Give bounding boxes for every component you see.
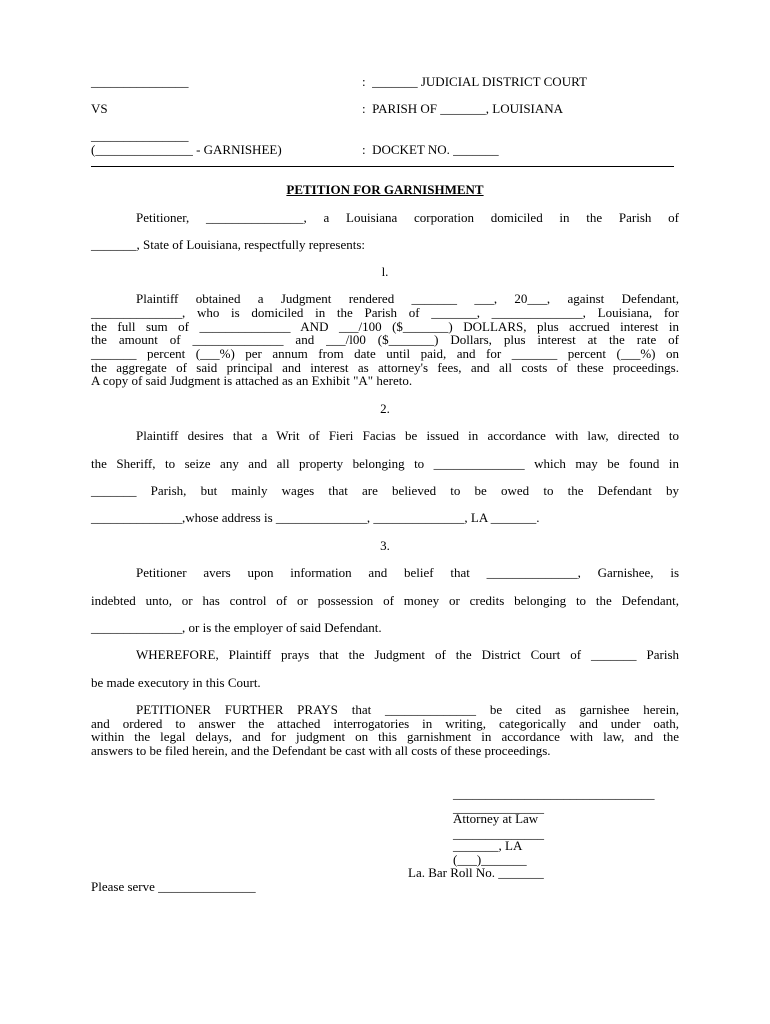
section-1-line: _______ percent (___%) per annum from date until paid, and for _______ percent (___%) on xyxy=(91,346,679,361)
section-1-line: Plaintiff obtained a Judgment rendered _______ ___, 20___, against Defendant, xyxy=(136,291,679,306)
city-line: _______, LA xyxy=(453,838,523,853)
caption-court: : _______ JUDICIAL DISTRICT COURT xyxy=(362,74,587,89)
caption-garnishee: (_______________ - GARNISHEE) xyxy=(91,142,282,157)
section-3-line: Petitioner avers upon information and belief that ______________, Garnishee, is xyxy=(136,565,679,580)
wherefore-line-2: be made executory in this Court. xyxy=(91,675,261,690)
caption-vs: VS xyxy=(91,101,108,116)
signature-line: _______________________________ xyxy=(453,786,655,801)
section-2-line: Plaintiff desires that a Writ of Fieri Facias be issued in accordance with law, directed to xyxy=(136,428,679,443)
caption-defendant-blank: _______________ xyxy=(91,128,189,143)
section-1-line: the amount of ______________ and ___/l00 ($_______) Dollars, plus interest at the rate of xyxy=(91,332,679,347)
document-title: PETITION FOR GARNISHMENT xyxy=(286,182,484,197)
further-line: within the legal delays, and for judgment on this garnishment in accordance with law, and the xyxy=(91,729,679,744)
caption-divider xyxy=(91,166,674,167)
signature-name-line: ______________ xyxy=(453,800,544,815)
section-1-number: l. xyxy=(381,264,389,279)
section-2-last-line: ______________,whose address is ______________, ______________, LA _______. xyxy=(91,510,540,525)
address-line: ______________ xyxy=(453,826,544,841)
caption-plaintiff-blank: _______________ xyxy=(91,74,189,89)
section-1-line: ______________, who is domiciled in the Parish of _______, ______________, Louisiana, for xyxy=(91,305,679,320)
please-serve-line: Please serve _______________ xyxy=(91,879,256,894)
section-1-line: the full sum of ______________ AND ___/100 ($_______) DOLLARS, plus accrued interest in xyxy=(91,319,679,334)
wherefore-line-1: WHEREFORE, Plaintiff prays that the Judgment of the District Court of _______ Parish xyxy=(136,647,679,662)
section-3-last-line: ______________, or is the employer of said Defendant. xyxy=(91,620,382,635)
section-2-line: the Sheriff, to seize any and all property belonging to ______________ which may be found in xyxy=(91,456,679,471)
section-1-last-line: A copy of said Judgment is attached as an Exhibit "A" hereto. xyxy=(91,373,413,388)
section-3-number: 3. xyxy=(380,538,390,553)
intro-line-2: _______, State of Louisiana, respectfully represents: xyxy=(91,237,366,252)
section-2-line: _______ Parish, but mainly wages that are believed to be owed to the Defendant by xyxy=(91,483,679,498)
bar-roll-line: La. Bar Roll No. _______ xyxy=(408,865,544,880)
section-1-line: the aggregate of said principal and interest as attorney's fees, and all costs of these proceedings. xyxy=(91,360,679,375)
further-line: PETITIONER FURTHER PRAYS that ______________ be cited as garnishee herein, xyxy=(136,702,679,717)
intro-line-1: Petitioner, _______________, a Louisiana corporation domiciled in the Parish of xyxy=(136,210,679,225)
further-line: and ordered to answer the attached interrogatories in writing, categorically and under oath, xyxy=(91,716,679,731)
phone-line: (___)_______ xyxy=(453,852,527,867)
caption-docket: : DOCKET NO. _______ xyxy=(362,142,499,157)
further-last-line: answers to be filed herein, and the Defendant be cast with all costs of these proceedings. xyxy=(91,743,551,758)
section-2-number: 2. xyxy=(380,401,390,416)
caption-parish: : PARISH OF _______, LOUISIANA xyxy=(362,101,564,116)
section-3-line: indebted unto, or has control of or possession of money or credits belonging to the Defendant, xyxy=(91,593,679,608)
attorney-label: Attorney at Law xyxy=(453,811,539,826)
